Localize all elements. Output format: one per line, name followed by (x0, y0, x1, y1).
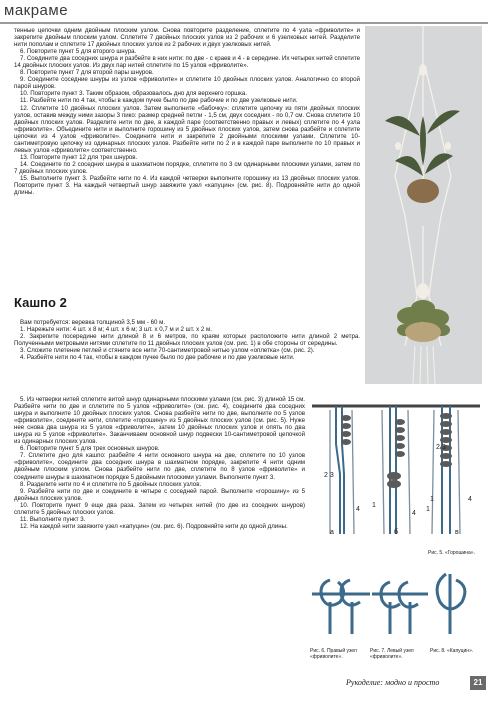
figure-8-caption: Рис. 8. «Капуцин». (430, 648, 474, 654)
page-footer (346, 676, 488, 690)
page-header (0, 0, 488, 24)
figure-label: а (330, 529, 334, 536)
paragraph: 9. Соедините соседние шнуры из узлов «фриволите» и сплетите 10 двойных плоских узлов. Аналогично со второй парой шнуров. (14, 76, 360, 91)
paragraph: 14. Соедините по 2 соседних шнура в шахматном порядке, сплетите по 3 см одинарными плоскими узлами, затем по 7 двойных плоских узлов. (14, 160, 360, 175)
paragraph: 11. Разбейте нити по 4 так, чтобы в каждом пучке было по две рабочие и по две узелковые нити. (20, 97, 298, 105)
paragraph: 11. Выполните пункт 3. (20, 515, 86, 523)
paragraph: 13. Повторите пункт 12 для трех шнуров. (20, 153, 138, 161)
figure-label: 1 (430, 496, 434, 503)
section-title: макраме (4, 2, 69, 19)
figure-label: в (455, 529, 459, 536)
plant-hanger-illustration (365, 26, 482, 384)
paragraph: 9. Разбейте нити по две и соедините в четыре с соседней парой. Выполните «горошину» из 5 двойных плоских узлов. (14, 487, 305, 502)
instructions-part2 (14, 319, 360, 361)
instructions-part1 (14, 27, 360, 196)
figure-label: 4 (468, 496, 472, 503)
paragraph: 7. Сплетите дно для кашпо: разбейте 4 нити основного шнура на две, сплетите по 10 узлов «фриволите», соедините два соседних шнура в шахматном порядке, закрепите 4 нити одним двойным плоским узлом. Снова разбейте нити по две, сплетите по 8 узлов «фриволите» и соедините шнуры в шахматном порядке 5 двойными плоскими узлами. Выполните пункт 3. (14, 452, 305, 481)
paragraph: 5. Из четверки нитей сплетите витой шнур одинарными плоскими узлами (см. рис. 3) длиной 15 см. Разбейте нити по две и сплетите по 5 узлов «фриволите» (см. рис. 4), соедините два соседних шнура и выполните 10 двойных плоских узлов. Снова разбейте нити по две, выполните по 5 узлов «фриволите», соедините нити, сплетите «горошину» из 5 двойных плоских узлов (см. рис. 5). Нуже нее снова два шнура из 5 узлов «фриволите», затем 10 двойных плоских узлов и опять по два шнура из 5 узлов «фриволите». Заканчиваем основной шнур подвески 10-сантиметровой цепочкой из одинарных плоских узлов. (14, 396, 305, 446)
paragraph: 8. Разделите нити по 4 и сплетите по 5 двойных плоских узлов. (20, 480, 202, 488)
paragraph: 6. Повторите пункт 5 для трех основных шнуров. (20, 445, 160, 453)
paragraph: 10. Повторите пункт 9 еще два раза. Затем из четырех нитей (по две из соседних шнуров) сплетите 5 двойных плоских узлов. (14, 501, 305, 516)
section-heading: Кашпо 2 (14, 295, 67, 310)
paragraph: тенные цепочки одним двойным плоским узлом. Снова повторите разделение, сплетите по 4 узла «фриволите» и закрепите двойным плоским узлом. Сплетите 7 двойных плоских узлов из 2 рабочих и 6 узелковых нитей. Разделите нити пополам и сплетите 17 двойных плоских узлов из 2 рабочих и двух узелковых нитей. (14, 27, 360, 49)
paragraph: 8. Повторите пункт 7 для второй пары шнуров. (20, 69, 154, 77)
figure-label: 2 3 (324, 472, 334, 479)
paragraph: 12. На каждой нити завяжите узел «капуцин» (см. рис. 6). Подровняйте нити до одной длины. (20, 522, 288, 530)
paragraph: Вам потребуется: веревка толщиной 3,5 мм - 60 м. (20, 319, 166, 326)
instructions-part3 (14, 396, 305, 530)
figure-label: 4 (356, 506, 360, 513)
figure-5-caption: Рис. 5. «Горошина». (428, 550, 475, 556)
paragraph: 10. Повторите пункт 3. Таким образом, образовалось дно для верхнего горшка. (20, 90, 248, 98)
paragraph: 7. Соедините два соседних шнура и разбейте в них нити: по две - с краев и 4 - в середине. Их четырех нитей сплетите 14 двойных плоских узлов. Из двух пар нитей сплетите по 15 узлов «фриволите». (14, 55, 360, 70)
page-number: 21 (470, 676, 486, 690)
figure-7-caption: Рис. 7. Левый узел «фриволите». (370, 648, 414, 660)
magazine-name: Рукоделие: модно и просто (346, 678, 440, 687)
paragraph: 15. Выполните пункт 3. Разбейте нити по 4. Из каждой четверки выполните горошину из 13 двойных плоских узлов. Повторите пункт 3. На каждый четвертый шнур завяжите узел «капуцин» (см. рис. 8). Подровняйте нити до одной длины. (14, 174, 360, 197)
paragraph: 6. Повторите пункт 5 для второго шнура. (20, 48, 137, 56)
paragraph: 2. Закрепите посередине нити длиной 8 и 6 метров, по краям которых расположите нити длиной 2 метра. Полученными метровыми нитями сплетите по 11 двойных плоских узлов (см. рис. 1) в обе стороны от середины. (14, 333, 360, 348)
figure-label: 1 (372, 502, 376, 509)
knot-diagrams (310, 384, 482, 696)
paragraph: 4. Разбейте нити по 4 так, чтобы в каждом пучке было по две рабочие и по две узелковые нити. (20, 354, 295, 362)
paragraph: 1. Нарежьте нити: 4 шт. х 8 м; 4 шт. х 6 м; 3 шт. х 0,7 м и 2 шт. х 2 м. (20, 326, 212, 334)
header-rule (0, 22, 488, 24)
plant-hanger-photo (365, 26, 482, 384)
figure-label: б (394, 529, 399, 536)
paragraph: 3. Сложите плетение петлей и стяните все нити 70-сантиметровой нитью узлом «оплетка» (см. рис. 2). (20, 347, 315, 355)
figure-label: 4 (412, 510, 416, 517)
figure-label: 2 3 (436, 444, 446, 451)
figure-6-caption: Рис. 6. Правый узел «фриволите». (310, 648, 357, 660)
figure-label: 1 (426, 506, 430, 513)
paragraph: 12. Сплетите 10 двойных плоских узлов. Затем выполните «бабочку»: сплетите цепочку из пяти двойных плоских узлов, оставив между ними зазоры 3 пико: размер средней петли - 1,5 см, двух соседних - по 0,7 см. Снова сплетите 10 двойных плоских узлов. Разделите нити по две, в каждой паре (соответственно правых и левых) сплетите по 4 узла «фриволите». Объедините нити и выполните горошину из 5 двойных плоских узлов, затем снова разбейте и сплетите цепочки из 4 узлов «фриволите». Соедините нити и закрепите 2 двойными плоскими узлами. Сплетите 10-сантиметровую цепочку из одинарных плоских узлов. Разбейте нити по 2 и в каждой паре выполните по 10 правых и левых узлов «фриволите» соответственно. (14, 104, 360, 154)
